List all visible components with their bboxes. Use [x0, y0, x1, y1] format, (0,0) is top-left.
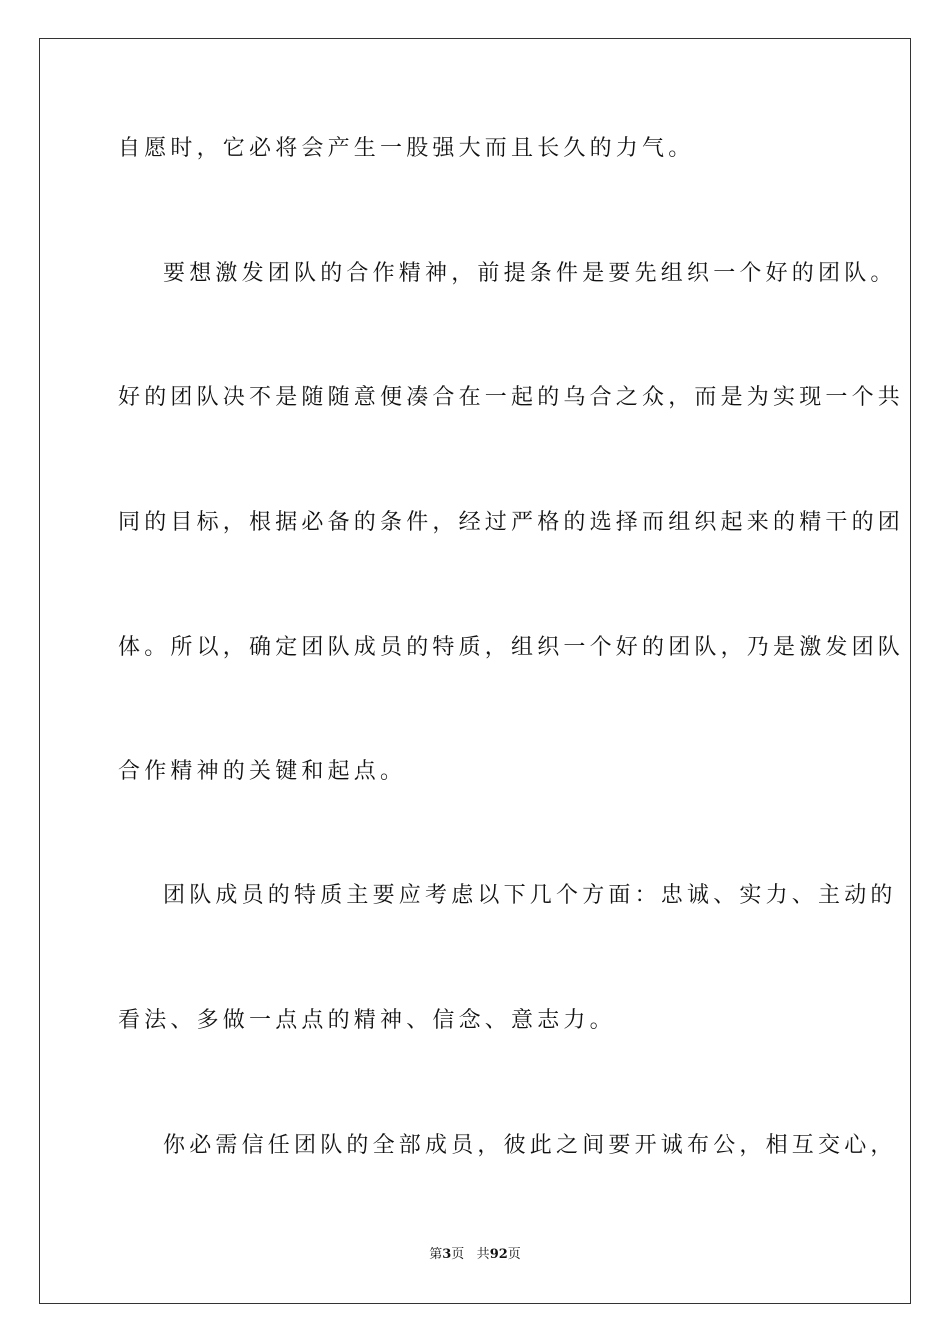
page-suffix: 页	[451, 1247, 465, 1262]
text-line-4: 同的目标，根据必备的条件，经过严格的选择而组织起来的精干的团	[118, 510, 905, 535]
text-line-3: 好的团队决不是随随意便凑合在一起的乌合之众，而是为实现一个共	[118, 385, 905, 410]
total-prefix: 共	[476, 1247, 490, 1262]
text-line-9: 你必需信任团队的全部成员，彼此之间要开诚布公，相互交心，	[163, 1133, 897, 1158]
page-footer	[0, 1246, 950, 1264]
page-prefix: 第	[429, 1247, 443, 1262]
page-border	[39, 38, 911, 1304]
total-pages: 92	[489, 1247, 508, 1262]
total-suffix: 页	[507, 1247, 521, 1262]
text-line-1: 自愿时，它必将会产生一股强大而且长久的力气。	[118, 136, 695, 161]
text-line-8: 看法、多做一点点的精神、信念、意志力。	[118, 1008, 616, 1033]
text-line-2: 要想激发团队的合作精神，前提条件是要先组织一个好的团队。	[163, 261, 897, 286]
text-line-6: 合作精神的关键和起点。	[118, 759, 407, 784]
text-line-7: 团队成员的特质主要应考虑以下几个方面：忠诚、实力、主动的	[163, 883, 897, 908]
page-number: 3	[442, 1247, 452, 1262]
text-line-5: 体。所以，确定团队成员的特质，组织一个好的团队，乃是激发团队	[118, 635, 905, 660]
